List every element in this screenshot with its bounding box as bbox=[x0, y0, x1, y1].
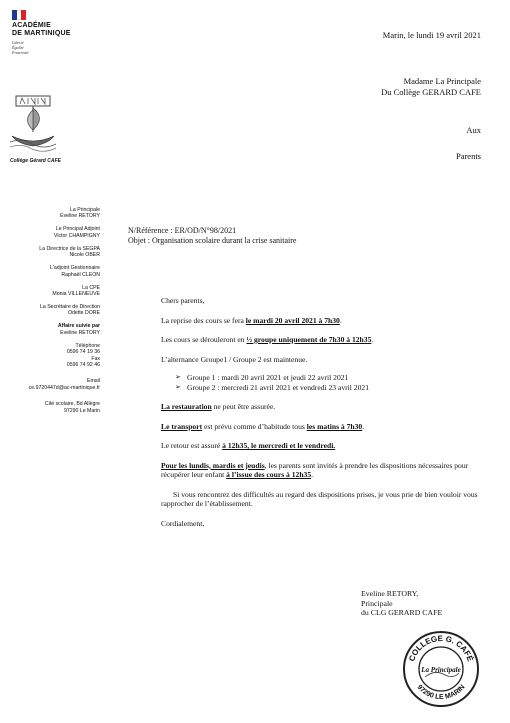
affaire-label: Affaire suivie par bbox=[57, 323, 100, 330]
fax-number: 0596 74 92 46 bbox=[66, 362, 100, 369]
emphasis: à l’issue des cours à 12h35 bbox=[226, 470, 312, 479]
staff-column bbox=[0, 207, 100, 421]
staff-name: Raphaël CLEON bbox=[61, 271, 100, 278]
official-stamp-icon bbox=[401, 629, 481, 709]
address-line-1: Cité scolaire, Bd Allègre bbox=[44, 401, 100, 408]
staff-name: Victor CHAMPIGNY bbox=[53, 232, 100, 239]
greeting: Chers parents, bbox=[161, 296, 205, 305]
stamp-bottom-text: 97290 LE MARIN bbox=[415, 683, 467, 702]
staff-entry bbox=[0, 246, 100, 259]
paragraph-alternance: L’alternance Groupe1 / Groupe 2 est maintenue. bbox=[161, 354, 308, 364]
staff-role: La Secrétaire de Direction bbox=[40, 304, 100, 311]
french-flag-icon bbox=[12, 10, 26, 20]
staff-role: La Principale bbox=[70, 207, 100, 213]
paragraph-lundis bbox=[161, 461, 481, 480]
letter-body bbox=[161, 296, 481, 528]
stamp-top-text: COLLEGE G. CAFÉ bbox=[407, 633, 475, 663]
group-list bbox=[175, 373, 481, 392]
emphasis: les matins à 7h30 bbox=[306, 421, 363, 431]
motto-liberte: Liberté bbox=[12, 40, 24, 45]
academy-logo bbox=[12, 10, 71, 55]
email-label: Email bbox=[87, 378, 100, 385]
sender-title: Madame La Principale bbox=[403, 76, 481, 86]
sender-school: Du Collège GERARD CAFE bbox=[381, 87, 481, 97]
recipient-aux: Aux bbox=[466, 125, 481, 135]
letter-date: Marin, le lundi 19 avril 2021 bbox=[382, 30, 481, 40]
signer-name: Eveline RETORY, bbox=[361, 589, 419, 598]
paragraph-cours bbox=[161, 335, 481, 345]
email-block bbox=[0, 378, 100, 391]
text: . bbox=[371, 335, 374, 344]
emphasis: le mardi 20 avril 2021 à 7h30 bbox=[245, 315, 340, 325]
text: La reprise des cours se fera bbox=[161, 315, 246, 325]
closing: Cordialement, bbox=[161, 518, 205, 528]
academy-name bbox=[12, 22, 71, 38]
signer-title: Principale bbox=[361, 598, 393, 608]
text: . bbox=[311, 470, 314, 479]
college-logo-icon bbox=[8, 92, 58, 154]
college-caption: Collège Gérard CAFE bbox=[10, 158, 61, 164]
text: Les cours se dérouleront en bbox=[161, 335, 247, 344]
paragraph-transport bbox=[161, 422, 481, 432]
emphasis: Pour les lundis, mardis et jeudis bbox=[161, 460, 265, 470]
republic-motto bbox=[12, 40, 71, 55]
postal-address bbox=[0, 401, 100, 414]
paragraph-reprise bbox=[161, 316, 481, 326]
text: ne peut être assurée. bbox=[211, 402, 276, 411]
phone-number: 0596 74 19 36 bbox=[66, 349, 100, 356]
bullet-group-2: ➢ Groupe 2 : mercredi 21 avril 2021 et vendredi 23 avril 2021 bbox=[175, 383, 481, 393]
emphasis: La restauration bbox=[161, 402, 212, 411]
stamp-center-text: La Principale bbox=[421, 666, 461, 674]
text: . bbox=[339, 315, 342, 325]
staff-name: Nicole OBER bbox=[69, 252, 100, 259]
sender-block bbox=[381, 76, 481, 98]
affaire-suivie bbox=[0, 323, 100, 336]
bullet-group-1: ➢ Groupe 1 : mardi 20 avril 2021 et jeudi 22 avril 2021 bbox=[175, 373, 481, 383]
text: est prévu comme d’habitude tous bbox=[202, 421, 307, 431]
text: . bbox=[362, 421, 365, 431]
motto-fraternite: Fraternité bbox=[12, 50, 29, 55]
phone-label: Téléphone bbox=[75, 342, 100, 349]
signature-block bbox=[361, 589, 442, 618]
staff-entry bbox=[0, 207, 100, 220]
staff-role: La CPE bbox=[82, 284, 100, 291]
academy-line-1: ACADÉMIE bbox=[12, 22, 51, 29]
phone-block bbox=[0, 343, 100, 369]
academy-line-2: DE MARTINIQUE bbox=[12, 30, 71, 37]
reference-block bbox=[128, 226, 296, 246]
paragraph-retour bbox=[161, 441, 481, 451]
text: Le retour est assuré bbox=[161, 441, 223, 450]
staff-entry bbox=[0, 226, 100, 239]
emphasis: Le transport bbox=[161, 421, 203, 431]
subject-line: Objet : Organisation scolaire durant la crise sanitaire bbox=[128, 236, 297, 245]
svg-text:97290 LE MARIN bbox=[415, 684, 466, 701]
staff-entry bbox=[0, 304, 100, 317]
fax-label: Fax bbox=[91, 355, 100, 362]
recipient-parents: Parents bbox=[455, 151, 481, 161]
signer-org: du CLG GERARD CAFE bbox=[361, 608, 443, 617]
staff-name: Eveline RETORY bbox=[60, 213, 100, 220]
staff-entry bbox=[0, 265, 100, 278]
emphasis: à 12h35, le mercredi et le vendredi. bbox=[222, 441, 336, 450]
staff-name: Monia VILLENEUVE bbox=[52, 291, 100, 298]
staff-role: Le Principal Adjoint bbox=[55, 226, 100, 233]
emphasis: ½ groupe uniquement de 7h30 à 12h35 bbox=[246, 335, 372, 344]
address-line-2: 97290 Le Marin bbox=[63, 407, 100, 414]
staff-role: La Directrice de la SEGPA bbox=[39, 245, 100, 252]
affaire-name: Eveline RETORY bbox=[60, 329, 100, 336]
paragraph-difficultes: Si vous rencontrez des difficultés au regard des dispositions prises, je vous prie de bien vouloir vous rapprocher de l’établissement. bbox=[161, 489, 478, 508]
svg-text:COLLEGE G. CAFÉ bbox=[407, 634, 475, 663]
text: , les parents sont invités à prendre les dispositions nécessaires pour récupérer leur enfant bbox=[161, 460, 469, 479]
reference-number: N/Référence : ER/OD/N°98/2021 bbox=[128, 226, 237, 235]
motto-egalite: Égalité bbox=[12, 45, 24, 50]
email-address[interactable]: ce.9720447d@ac-martinique.fr bbox=[28, 384, 100, 391]
staff-entry bbox=[0, 285, 100, 298]
staff-name: Odette DORE bbox=[67, 310, 100, 317]
staff-role: L'adjoint Gestionnaire bbox=[49, 265, 100, 272]
paragraph-restauration bbox=[161, 402, 481, 412]
